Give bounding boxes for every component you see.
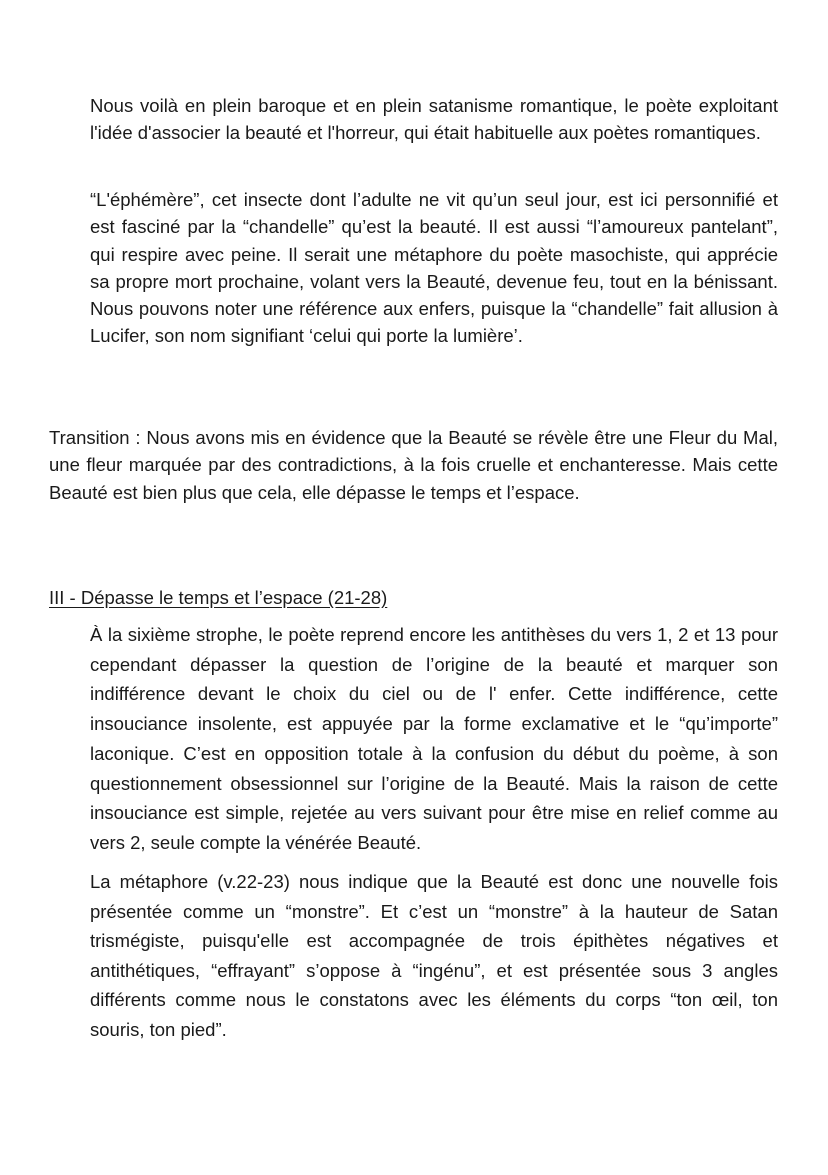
paragraph-monster-metaphor: La métaphore (v.22-23) nous indique que la Beauté est donc une nouvelle fois présentée comme un “monstre”. Et c’est un “monstre” à la hauteur de Satan trismégiste, puisqu'elle est accompagnée de trois épithètes négatives et antithétiques, “effrayant” s’oppose à “ingénu”, et est présentée sous 3 angles différents comme nous le constatons avec les éléments du corps “ton œil, ton souris, ton pied”. xyxy=(90,871,778,1040)
paragraph-ephemere-metaphor: “L'éphémère”, cet insecte dont l’adulte ne vit qu’un seul jour, est ici personnifié et est fasciné par la “chandelle” qu’est la beauté. Il est aussi “l’amoureux pantelant”, qui respire avec peine. Il serait une métaphore du poète masochiste, qui apprécie sa propre mort prochaine, volant vers la Beauté, devenue feu, tout en la bénissant. Nous pouvons noter une référence aux enfers, puisque la “chandelle” fait allusion à Lucifer, son nom signifiant ‘celui qui porte la lumière’. xyxy=(90,189,778,347)
paragraph-baroque-satanism: Nous voilà en plein baroque et en plein satanisme romantique, le poète exploitant l'idée d'associer la beauté et l'horreur, qui était habituelle aux poètes romantiques. xyxy=(90,95,778,144)
section-heading: III - Dépasse le temps et l’espace (21-28) xyxy=(49,587,388,608)
paragraph-transition: Transition : Nous avons mis en évidence que la Beauté se révèle être une Fleur du Mal, une fleur marquée par des contradictions, à la fois cruelle et enchanteresse. Mais cette Beauté est bien plus que cela, elle dépasse le temps et l’espace. xyxy=(49,427,778,503)
paragraph-sixth-stanza: À la sixième strophe, le poète reprend encore les antithèses du vers 1, 2 et 13 pour cependant dépasser la question de l’origine de la beauté et marquer son indifférence devant le choix du ciel ou de l' enfer. Cette indifférence, cette insouciance insolente, est appuyée par la forme exclamative et le “qu’importe” laconique. C’est en opposition totale à la confusion du début du poème, à son questionnement obsessionnel sur l’origine de la Beauté. Mais la raison de cette insouciance est simple, rejetée au vers suivant pour être mise en relief comme au vers 2, seule compte la vénérée Beauté. xyxy=(90,624,778,853)
